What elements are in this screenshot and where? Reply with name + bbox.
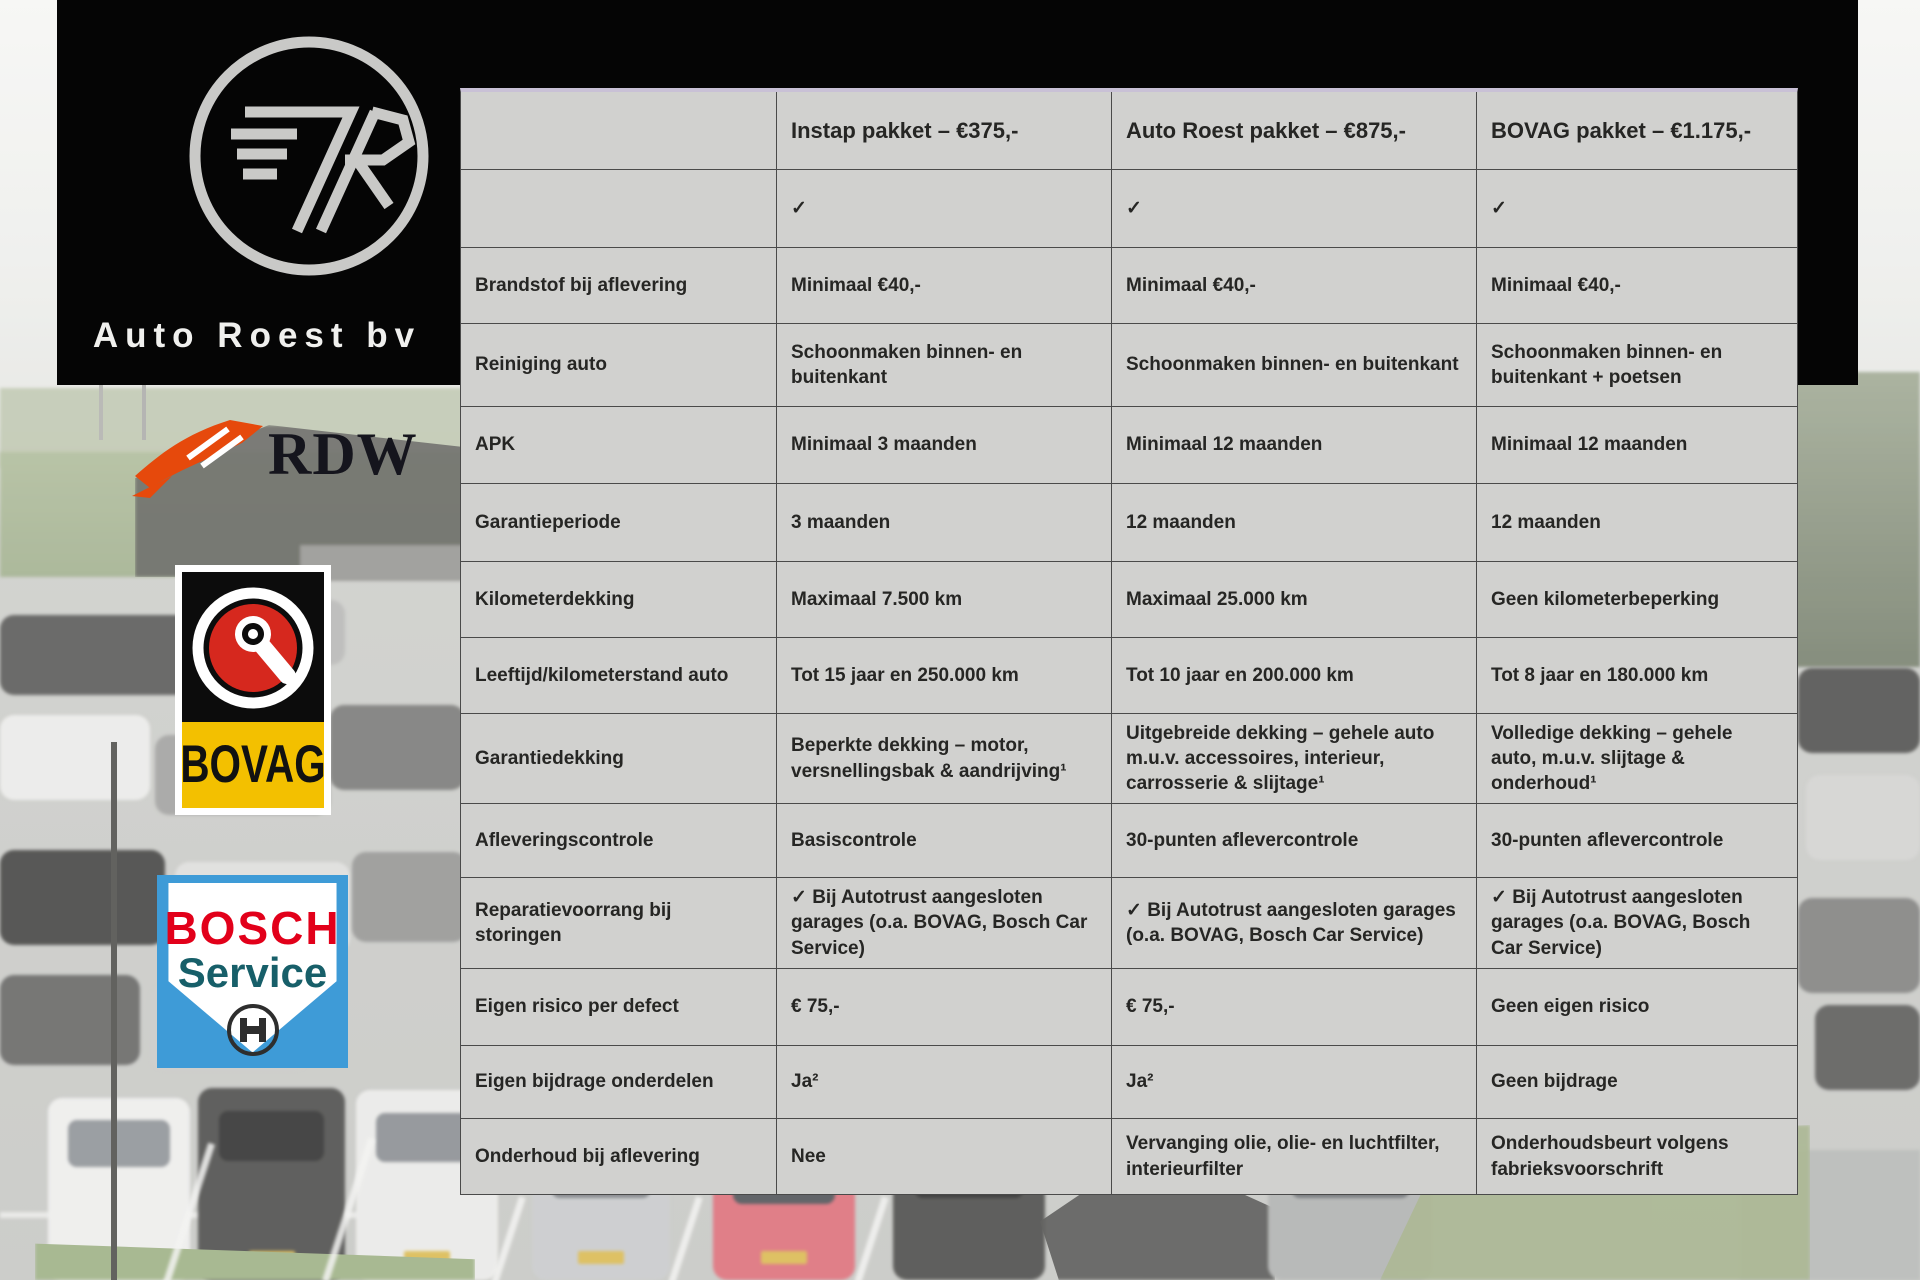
cell-value: Tot 10 jaar en 200.000 km [1111,638,1476,713]
bosch-armature-icon [224,1001,282,1059]
photo-car-shape [0,850,165,945]
bosch-wordmark: BOSCH [164,902,341,954]
table-header-row [461,92,1797,169]
bosch-service-logo [157,875,348,1068]
cell-value: Minimaal 12 maanden [1476,407,1797,483]
table-row [461,323,1797,406]
rdw-logo [130,412,418,512]
cell-value: ✓ [1476,170,1797,247]
row-label: Onderhoud bij aflevering [475,1145,700,1167]
cell-value: 30-punten aflevercontrole [1476,804,1797,877]
table-row [461,169,1797,247]
cell-value: Uitgebreide dekking – gehele auto m.u.v. accessoires, interieur, carrosserie & slijtage¹ [1111,714,1476,803]
cell-value: Schoonmaken binnen- en buitenkant [776,324,1111,406]
row-label: Leeftijd/kilometerstand auto [475,664,729,686]
cell-value: Beperkte dekking – motor, versnellingsbak & aandrijving¹ [776,714,1111,803]
package-header-cell: BOVAG pakket – €1.175,- [1476,92,1797,169]
cell-value: ✓ Bij Autotrust aangesloten garages (o.a. BOVAG, Bosch Car Service) [1111,878,1476,968]
cell-value: ✓ [776,170,1111,247]
cell-value: € 75,- [776,969,1111,1045]
row-label: Kilometerdekking [475,588,635,610]
package-header-cell: Instap pakket – €375,- [776,92,1111,169]
table-row [461,968,1797,1045]
cell-value: Onderhoudsbeurt volgens fabrieksvoorschrift [1476,1119,1797,1194]
package-comparison-table [460,88,1798,1195]
cell-value: Nee [776,1119,1111,1194]
photo-car-shape [1815,1005,1920,1090]
photo-car-shape [1798,668,1920,753]
cell-value: Minimaal €40,- [1111,248,1476,323]
cell-value: Minimaal 3 maanden [776,407,1111,483]
table-row [461,247,1797,323]
table-row [461,406,1797,483]
row-label: Afleveringscontrole [475,829,654,851]
photo-car-shape [1798,898,1920,993]
row-label: Reiniging auto [475,354,607,376]
cell-value: Minimaal 12 maanden [1111,407,1476,483]
row-label: Garantieperiode [475,511,621,533]
header-label-cell [461,92,776,169]
row-label [461,170,776,247]
brand-name: Auto Roest bv [92,316,422,355]
cell-value: ✓ Bij Autotrust aangesloten garages (o.a. BOVAG, Bosch Car Service) [1476,878,1797,968]
cell-value: ✓ Bij Autotrust aangesloten garages (o.a. BOVAG, Bosch Car Service) [776,878,1111,968]
cell-value: Basiscontrole [776,804,1111,877]
auto-roest-monogram-icon [179,26,439,286]
photo-windshield [219,1111,325,1161]
bovag-key-icon [182,572,324,722]
cell-value: 12 maanden [1476,484,1797,561]
cell-value: Maximaal 7.500 km [776,562,1111,637]
row-label: Eigen risico per defect [475,996,679,1018]
rdw-swoosh-icon [130,412,270,512]
cell-value: Tot 15 jaar en 250.000 km [776,638,1111,713]
photo-car-shape [1806,775,1920,860]
cell-value: 3 maanden [776,484,1111,561]
cell-value: Geen kilometerbeperking [1476,562,1797,637]
table-row [461,1118,1797,1194]
table-row [461,713,1797,803]
table-row [461,483,1797,561]
photo-car-shape [352,852,467,942]
cell-value: Ja² [1111,1046,1476,1118]
rdw-wordmark: RDW [268,421,418,487]
bovag-logo [175,565,331,815]
cell-value: € 75,- [1111,969,1476,1045]
cell-value: Minimaal €40,- [1476,248,1797,323]
photo-parking-line [854,1196,888,1280]
row-label: APK [475,434,516,456]
photo-license-plate [761,1251,807,1264]
row-label: Reparatievoorrang bij storingen [475,899,672,946]
row-label: Garantiedekking [475,747,624,769]
cell-value: Schoonmaken binnen- en buitenkant [1111,324,1476,406]
cell-value: Tot 8 jaar en 180.000 km [1476,638,1797,713]
table-row [461,803,1797,877]
photo-lamppost [111,742,117,1280]
cell-value: Geen eigen risico [1476,969,1797,1045]
package-header-cell: Auto Roest pakket – €875,- [1111,92,1476,169]
photo-license-plate [578,1251,624,1264]
auto-roest-logo [57,0,457,385]
bovag-wordmark-bar [182,722,324,808]
cell-value: Vervanging olie, olie- en luchtfilter, interieurfilter [1111,1119,1476,1194]
cell-value: Maximaal 25.000 km [1111,562,1476,637]
bovag-wordmark: BOVAG [180,735,326,794]
cell-value: 12 maanden [1111,484,1476,561]
table-row [461,877,1797,968]
cell-value: ✓ [1111,170,1476,247]
table-row [461,637,1797,713]
photo-car-shape [0,975,140,1065]
table-row [461,1045,1797,1118]
photo-parking-line [668,1196,702,1280]
cell-value: Ja² [776,1046,1111,1118]
photo-car-shape [0,715,150,800]
bovag-emblem [182,572,324,722]
cell-value: Geen bijdrage [1476,1046,1797,1118]
photo-car-shape [330,705,465,790]
photo-trees-right [1790,372,1920,667]
bosch-service-wordmark: Service [177,949,328,996]
row-label: Brandstof bij aflevering [475,274,688,296]
row-label: Eigen bijdrage onderdelen [475,1071,714,1093]
photo-windshield [68,1120,170,1167]
table-row [461,561,1797,637]
cell-value: Volledige dekking – gehele auto, m.u.v. slijtage & onderhoud¹ [1476,714,1797,803]
cell-value: 30-punten aflevercontrole [1111,804,1476,877]
cell-value: Minimaal €40,- [776,248,1111,323]
cell-value: Schoonmaken binnen- en buitenkant + poetsen [1476,324,1797,406]
